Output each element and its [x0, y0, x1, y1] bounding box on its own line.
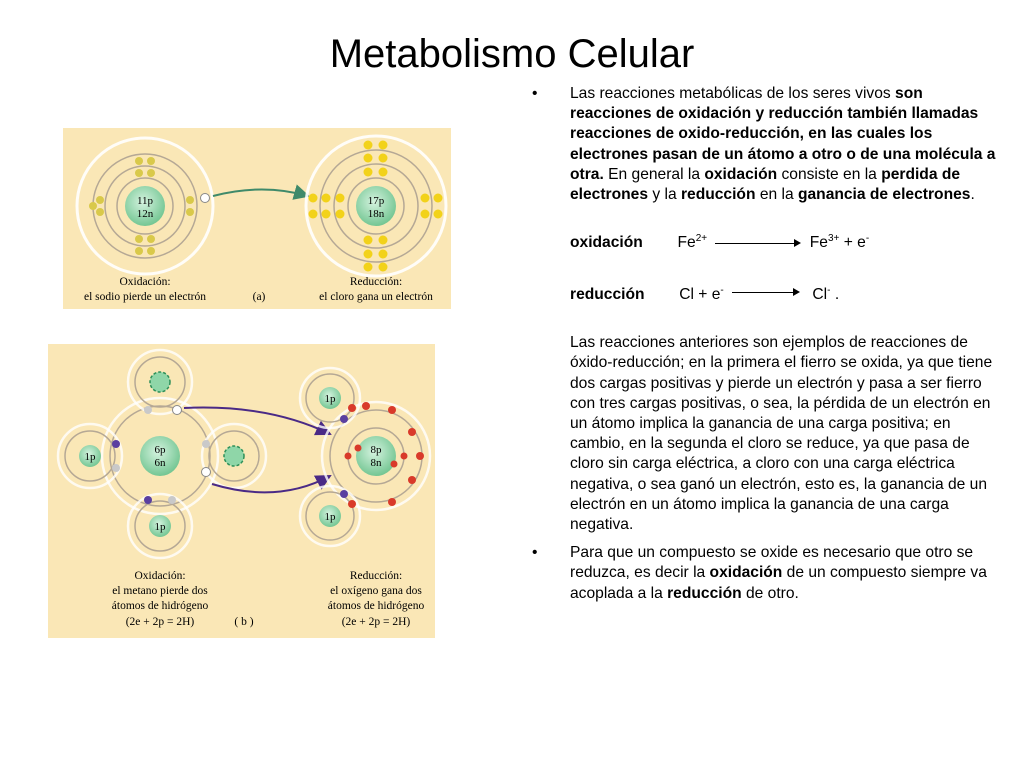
- fig-b-caption-left-line2: átomos de hidrógeno: [111, 600, 209, 612]
- fig-b-caption-left-line1: el metano pierde dos: [112, 585, 208, 597]
- chlorine-neutrons: 18n: [367, 208, 385, 220]
- sodium-neutrons: 12n: [136, 208, 154, 220]
- chlorine-atom: [306, 136, 446, 276]
- bullet-1-paragraph-2: Las reacciones anteriores son ejemplos de reacciones de óxido-reducción; en la primera el fierro se oxida, ya que tiene dos cargas positivas y pierde un electrón y pasa a ser fierro con tres cargas positivas, o sea, la pérdida de un electrón en un átomo implica la ganancia de una carga positiva; en cambio, en la segunda el cloro se reduce, ya que pasa de cloro sin carga eléctrica, a cloro con una carga eléctrica negativa, o sea ganó un electrón, esto es, la ganancia de un electrón en un átomo implica la ganancia de una carga negativa.: [570, 334, 993, 534]
- fig-a-caption-right-title: Reducción:: [349, 276, 403, 288]
- carbon-nucleus: [140, 436, 180, 476]
- sodium-protons: 11p: [136, 195, 154, 207]
- figure-b-diagram: [48, 344, 435, 638]
- hydrogen-bottom-label: 1p: [154, 521, 166, 533]
- hydrogen-upper-label: 1p: [324, 393, 336, 405]
- reduction-equation: reducción Cl + e- Cl- .: [570, 285, 840, 304]
- fig-b-panel-label: ( b ): [234, 616, 254, 628]
- slide-title: Metabolismo Celular: [329, 32, 695, 76]
- carbon-protons: 6p: [154, 444, 166, 456]
- fig-b-caption-right-eq: (2e + 2p = 2H): [341, 616, 411, 628]
- bullet-1: [532, 84, 1002, 205]
- fig-a-caption-left-title: Oxidación:: [119, 276, 171, 288]
- content-text: [532, 84, 1002, 604]
- oxygen-protons: 8p: [370, 444, 382, 456]
- fig-b-caption-left-title: Oxidación:: [134, 570, 186, 582]
- fig-b-caption-right-line1: el oxígeno gana dos: [330, 585, 422, 597]
- figure-a-diagram: [63, 128, 451, 309]
- fig-b-caption-left-eq: (2e + 2p = 2H): [125, 616, 195, 628]
- fig-b-caption-right-line2: átomos de hidrógeno: [327, 600, 425, 612]
- oxidation-equation-label: oxidación: [570, 234, 643, 252]
- hydrogen-transfer-arrow-bottom: [212, 476, 330, 492]
- electron-transfer-arrow: [213, 190, 308, 197]
- bullet-1-paragraph-1: Las reacciones metabólicas de los seres vivos son reacciones de oxidación y reducción también llamadas reacciones de oxido-reducción, en las cuales los electrones pasan de un átomo a otro o de una molécula a otra. En general la oxidación consiste en la perdida de electrones y la reducción en la ganancia de electrones.: [570, 85, 996, 204]
- fig-b-caption-right-title: Reducción:: [349, 570, 403, 582]
- fig-a-panel-label: (a): [252, 291, 266, 303]
- oxidation-equation: oxidación $Fe^{2+}$ $Fe^{3+} + e^-$: [570, 233, 870, 252]
- bullet-marker: •: [532, 544, 538, 562]
- transferred-electron-origin: [201, 194, 210, 203]
- oxygen-neutrons: 8n: [370, 457, 382, 469]
- figure-a-ionic-transfer: [63, 128, 451, 309]
- oxygen-nucleus: [356, 436, 396, 476]
- sodium-atom: [77, 138, 213, 274]
- carbon-neutrons: 6n: [154, 457, 166, 469]
- bullet-2-paragraph: Para que un compuesto se oxide es necesario que otro se reduzca, es decir la oxidación de un compuesto siempre va acoplada a la reducción de otro.: [570, 544, 987, 602]
- bullet-marker: •: [532, 85, 538, 102]
- reaction-arrow-icon: [715, 243, 799, 244]
- chlorine-protons: 17p: [367, 195, 385, 207]
- removed-hydrogen-top: [150, 372, 170, 392]
- fig-a-caption-right-text: el cloro gana un electrón: [319, 291, 433, 303]
- bullet-2: [532, 543, 1002, 604]
- reduction-equation-label: reducción: [570, 286, 645, 304]
- fig-a-caption-left-text: el sodio pierde un electrón: [84, 291, 206, 303]
- figure-b-covalent-transfer: [48, 344, 435, 638]
- reaction-arrow-icon: [732, 292, 798, 293]
- hydrogen-left-label: 1p: [84, 451, 96, 463]
- oxygen-molecule: [300, 368, 430, 546]
- methane-molecule: [58, 350, 266, 558]
- removed-hydrogen-right: [224, 446, 244, 466]
- hydrogen-lower-label: 1p: [324, 511, 336, 523]
- bullet-1-paragraph-2-wrap: [532, 333, 1002, 535]
